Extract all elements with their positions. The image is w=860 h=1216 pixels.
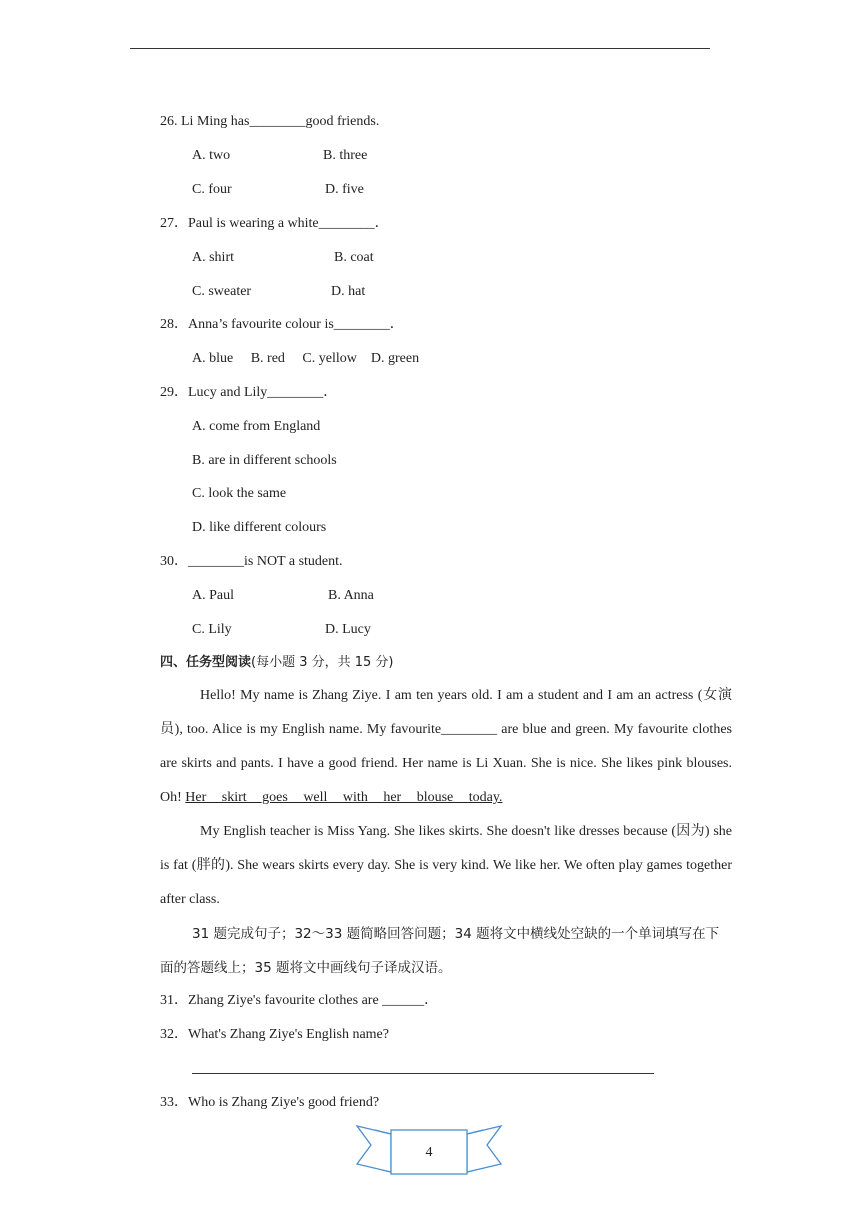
q30-option-c: C. Lily	[192, 622, 232, 637]
paragraph-1-text: Hello! My name is Zhang Ziye. I am ten years old. I am a student and I am an actress (女演员), too. Alice is my English name. My favourite________ are blue and green. My favourite clothes are skirts and pants. I have a good friend. Her name is Li Xuan. She is nice. She likes pink blouses. Oh!	[160, 688, 732, 805]
question-26: 26. Li Ming has________good friends.	[160, 114, 380, 129]
section-heading	[160, 653, 394, 673]
q29-option-c: C. look the same	[192, 486, 287, 501]
section-title: 四、任务型阅读	[160, 655, 252, 670]
q30-option-b: B. Anna	[328, 588, 374, 603]
q29-option-d: D. like different colours	[192, 520, 327, 535]
page-number-ribbon	[355, 1122, 503, 1180]
q27-option-c: C. sweater	[192, 284, 252, 299]
page-number: 4	[425, 1145, 433, 1160]
reading-passage-paragraph-2	[160, 815, 732, 917]
underlined-sentence: Her skirt goes well with her blouse today.	[185, 790, 503, 805]
question-30: 30．________is NOT a student.	[160, 554, 343, 569]
q30-option-d: D. Lucy	[325, 622, 371, 637]
q26-option-b: B. three	[323, 148, 368, 163]
q27-option-a: A. shirt	[192, 250, 234, 265]
q27-option-b: B. coat	[334, 250, 374, 265]
q29-option-a: A. come from England	[192, 419, 321, 434]
q26-option-a: A. two	[192, 148, 231, 163]
question-29: 29．Lucy and Lily________．	[160, 385, 338, 400]
q26-option-c: C. four	[192, 182, 232, 197]
paragraph-2-text: My English teacher is Miss Yang. She likes skirts. She doesn't like dresses because (因为) she is fat (胖的). She wears skirts every day. She is very kind. We like her. We often play games together after class.	[160, 824, 732, 907]
question-31: 31．Zhang Ziye's favourite clothes are ______．	[160, 993, 439, 1008]
q29-option-b: B. are in different schools	[192, 453, 337, 468]
question-33: 33．Who is Zhang Ziye's good friend?	[160, 1095, 380, 1110]
section-score-note: (每小题 3 分，共 15 分)	[251, 655, 394, 670]
header-rule	[130, 48, 710, 49]
task-instructions: 31 题完成句子；32～33 题简略回答问题；34 题将文中横线处空缺的一个单词填写在下面的答题线上；35 题将文中画线句子译成汉语。	[160, 926, 720, 976]
question-27: 27．Paul is wearing a white________．	[160, 216, 389, 231]
reading-passage-paragraph-1	[160, 679, 732, 815]
q26-option-d: D. five	[325, 182, 364, 197]
q28-options: A. blue B. red C. yellow D. green	[192, 351, 420, 366]
answer-line-32	[192, 1073, 654, 1074]
question-28: 28．Anna’s favourite colour is________．	[160, 317, 404, 332]
q27-option-d: D. hat	[331, 284, 366, 299]
question-32: 32．What's Zhang Ziye's English name?	[160, 1027, 389, 1042]
q30-option-a: A. Paul	[192, 588, 234, 603]
